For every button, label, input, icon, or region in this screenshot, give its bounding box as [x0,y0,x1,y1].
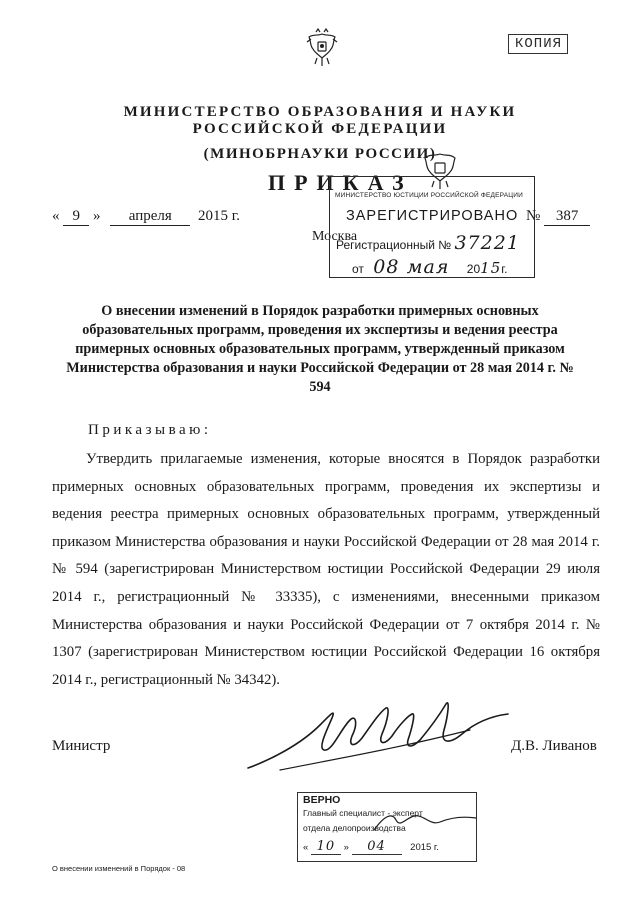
registration-number-value: 37221 [454,232,520,254]
verno-line1: Главный специалист - эксперт [303,808,423,818]
verno-year: 2015 г. [410,842,439,853]
registration-date-prefix: от [352,262,364,276]
registration-number-line [336,232,520,254]
registration-date-suffix: г. [501,262,508,276]
verno-day: 10 [311,839,341,855]
copy-stamp: КОПИЯ [508,34,568,54]
verno-month: 04 [352,839,402,855]
ministry-name-line1: МИНИСТЕРСТВО ОБРАЗОВАНИЯ И НАУКИ [123,104,517,120]
order-month: апреля [110,208,190,226]
order-date [52,208,240,226]
verno-date: « 10 » 04 2015 г. [303,839,439,854]
registration-title: ЗАРЕГИСТРИРОВАНО [346,208,519,224]
ministry-short-name: (МИНОБРНАУКИ РОССИИ) [203,146,437,162]
signature-mark [240,690,520,780]
document-type-title: ПРИКАЗ [268,170,413,195]
verno-title: ВЕРНО [303,794,341,806]
order-city: Москва [312,229,358,244]
orders-word: Приказываю: [88,422,212,438]
order-day: 9 [63,208,89,226]
stamp-emblem-icon [420,146,460,190]
registration-date-day: 08 [373,256,400,278]
registration-date-year-prefix: 20 [466,262,481,276]
quote-close: » [93,208,101,224]
footer-note: О внесении изменений в Порядок - 08 [52,864,186,873]
registration-date-month: мая [406,256,450,278]
registration-department: МИНИСТЕРСТВО ЮСТИЦИИ РОССИЙСКОЙ ФЕДЕРАЦИИ [335,192,524,199]
order-year: 2015 г. [198,208,240,224]
body-paragraph: Утвердить прилагаемые изменения, которые вносятся в Порядок разработки примерных основных образовательных программ, проведения их экспертизы и ведения реестра примерных основных образовательных программ, утвержденный приказом Министерства образования и науки Российской Федерации от 28 мая 2014 г. № 594 (зарегистрирован Министерством юстиции Российской Федерации 29 июля 2014 г., регистрационный № 33335), с изменениями, внесенными приказом Министерства образования и науки Российской Федерации от 7 октября 2014 г. № 1307 (зарегистрирован Министерством юстиции Российской Федерации 16 октября 2014 г., регистрационный № 34342). [52,451,600,688]
verno-signature-mark [370,808,480,836]
ministry-name-line2: РОССИЙСКОЙ ФЕДЕРАЦИИ [192,121,448,137]
registration-date-year: 15 [480,259,502,277]
signatory-name: Д.В. Ливанов [511,738,597,754]
registration-number-label: Регистрационный № [336,238,452,252]
order-number-label: № [526,208,541,224]
verno-line2: отдела делопроизводства [303,823,406,833]
quote-open: « [52,208,60,224]
document-title: О внесении изменений в Порядок разработки примерных основных образовательных программ, проведения их экспертизы и ведения реестра примерных основных образовательных программ, утвержденный приказом Министерства образования и науки Российской Федерации от 28 мая 2014 г. № 594 [66,303,574,395]
order-number [526,208,590,226]
registration-date-line [352,256,508,278]
signatory-position: Министр [52,738,111,754]
coat-of-arms-icon [305,28,339,68]
order-number-value: 387 [544,208,590,226]
